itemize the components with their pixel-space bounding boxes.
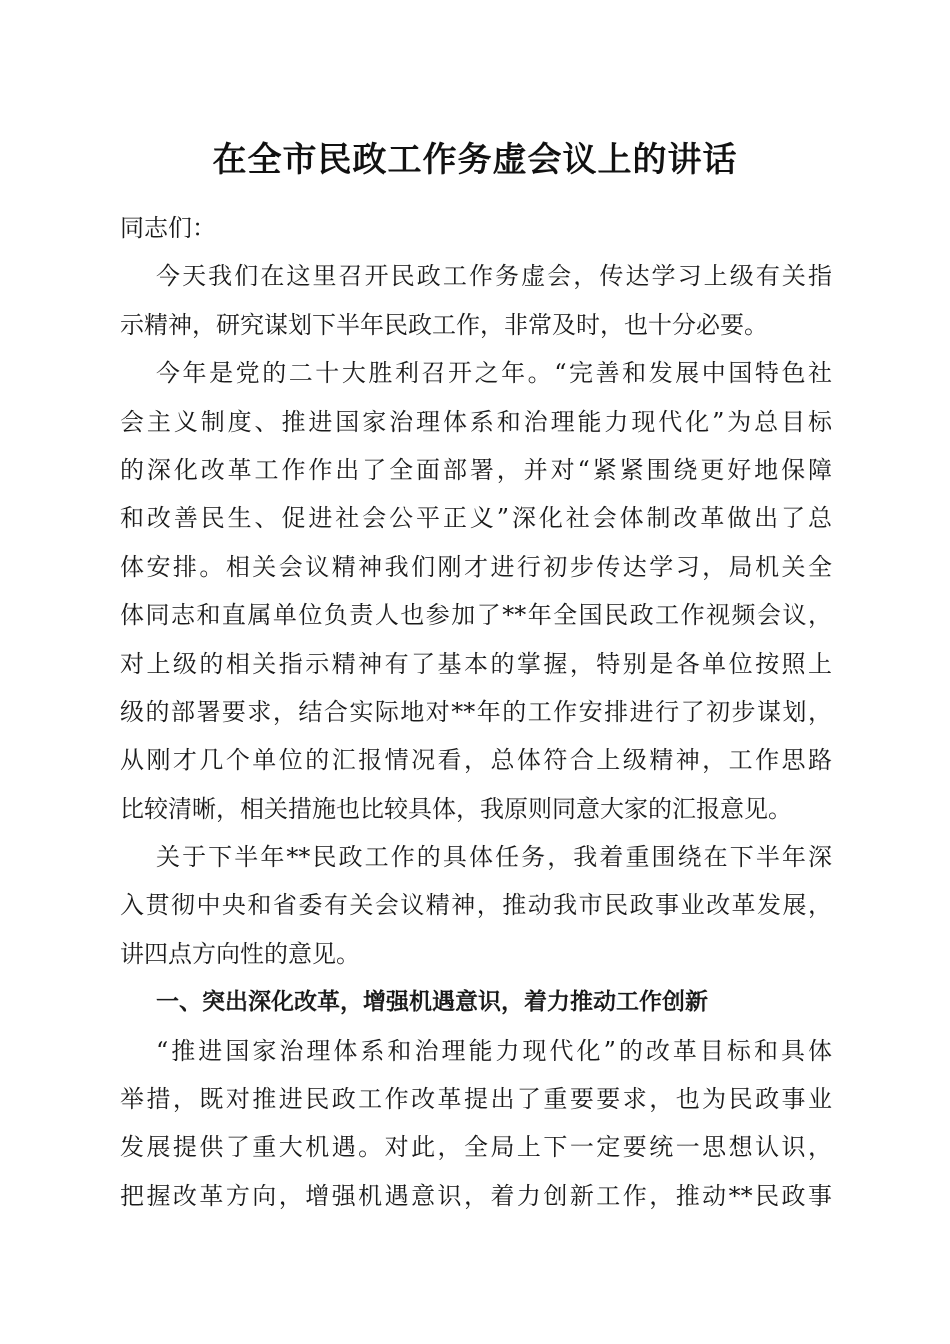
document-body: [120, 204, 832, 1220]
paragraph-line: 和改善民生、促进社会公平正义”深化社会体制改革做出了总: [120, 504, 832, 533]
paragraph-line: 今天我们在这里召开民政工作务虚会，传达学习上级有关指: [156, 262, 832, 291]
paragraph-line: 发展提供了重大机遇。对此，全局上下一定要统一思想认识，: [120, 1133, 832, 1162]
document-title: 在全市民政工作务虚会议上的讲话: [212, 140, 738, 180]
section-heading: 一、突出深化改革，增强机遇意识，着力推动工作创新: [156, 989, 708, 1016]
paragraph-line: 的深化改革工作作出了全面部署，并对“紧紧围绕更好地保障: [120, 455, 832, 484]
paragraph-line: 入贯彻中央和省委有关会议精神，推动我市民政事业改革发展，: [120, 891, 832, 920]
paragraph-line: 示精神，研究谋划下半年民政工作，非常及时，也十分必要。: [120, 310, 768, 339]
paragraph-line: 级的部署要求，结合实际地对**年的工作安排进行了初步谋划，: [120, 697, 832, 726]
paragraph-line: 会主义制度、推进国家治理体系和治理能力现代化”为总目标: [120, 407, 832, 436]
paragraph-line: 今年是党的二十大胜利召开之年。“完善和发展中国特色社: [156, 359, 832, 388]
paragraph-line: 把握改革方向，增强机遇意识，着力创新工作，推动**民政事: [120, 1181, 832, 1210]
paragraph-line: 关于下半年**民政工作的具体任务，我着重围绕在下半年深: [156, 843, 832, 872]
paragraph-2: [120, 349, 832, 833]
paragraph-line: “推进国家治理体系和治理能力现代化”的改革目标和具体: [156, 1036, 832, 1065]
paragraph-line: 体安排。相关会议精神我们刚才进行初步传达学习，局机关全: [120, 552, 832, 581]
paragraph-line: 讲四点方向性的意见。: [120, 939, 360, 968]
paragraph-line: 对上级的相关指示精神有了基本的掌握，特别是各单位按照上: [120, 649, 832, 678]
salutation: 同志们：: [120, 214, 216, 242]
paragraph-1: [120, 252, 832, 349]
paragraph-line: 从刚才几个单位的汇报情况看，总体符合上级精神，工作思路: [120, 746, 832, 775]
paragraph-3: [120, 833, 832, 978]
paragraph-4: [120, 1027, 832, 1221]
paragraph-line: 举措，既对推进民政工作改革提出了重要要求，也为民政事业: [120, 1085, 832, 1114]
paragraph-line: 比较清晰，相关措施也比较具体，我原则同意大家的汇报意见。: [120, 794, 792, 823]
paragraph-line: 体同志和直属单位负责人也参加了**年全国民政工作视频会议，: [120, 601, 832, 630]
